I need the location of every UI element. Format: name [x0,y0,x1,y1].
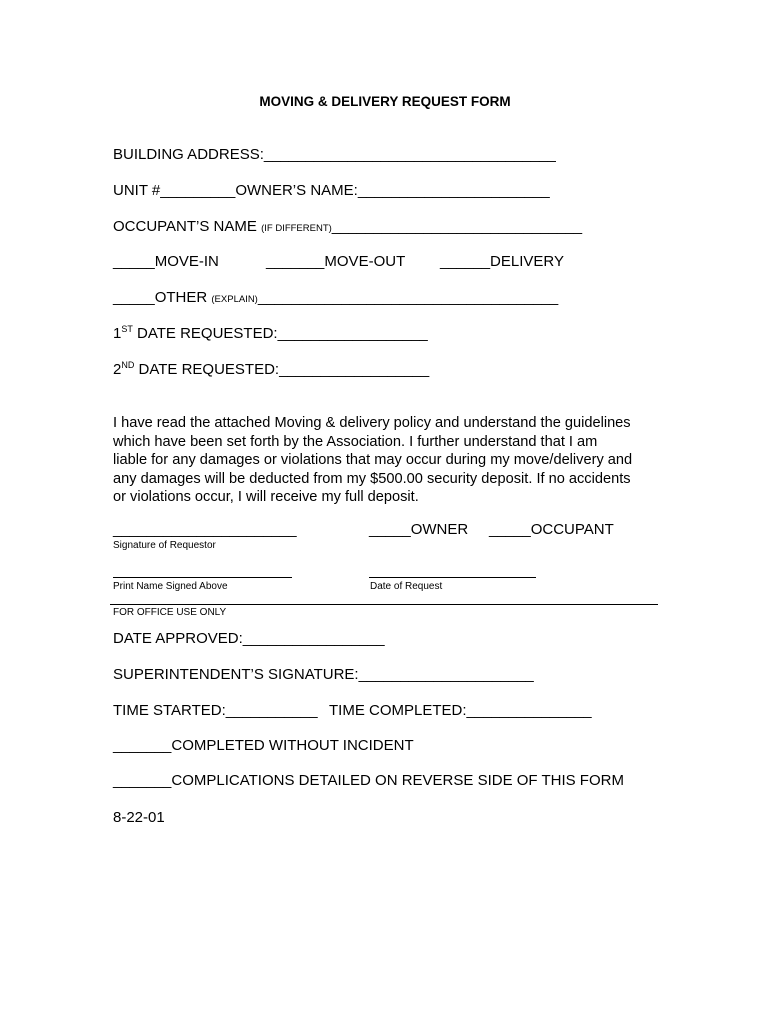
first-date-field[interactable] [113,325,428,343]
second-date-field[interactable] [113,361,429,379]
second-date-label: DATE REQUESTED:__________________ [134,361,430,378]
office-use-header: FOR OFFICE USE ONLY [113,607,227,618]
other-option[interactable] [113,289,558,309]
move-in-option[interactable]: _____MOVE-IN [113,253,219,270]
completed-without-incident-option[interactable]: _______COMPLETED WITHOUT INCIDENT [113,737,414,754]
first-date-suffix: ST [121,324,133,334]
occupant-blank: ______________________________ [331,218,583,235]
agreement-paragraph [113,414,673,507]
other-note: (EXPLAIN) [211,294,258,305]
signature-label: Signature of Requestor [113,540,216,551]
print-name-label: Print Name Signed Above [113,581,228,592]
agreement-line: liable for any damages or violations that may occur during my move/delivery and [113,452,633,468]
time-completed-field[interactable]: TIME COMPLETED:_______________ [329,702,592,719]
print-name-line[interactable] [113,577,292,578]
agreement-line: which have been set forth by the Association. I further understand that I am [113,433,598,450]
date-of-request-label: Date of Request [370,581,443,592]
first-date-number: 1 [113,325,122,342]
date-approved-field[interactable]: DATE APPROVED:_________________ [113,630,385,647]
delivery-option[interactable]: ______DELIVERY [440,253,564,270]
other-blank: ____________________________________ [257,289,559,306]
date-of-request-line[interactable] [369,577,536,578]
revision-date: 8-22-01 [113,809,165,826]
occupant-name-field[interactable] [113,218,582,238]
unit-owner-field[interactable]: UNIT #_________OWNER’S NAME:_______________________ [113,182,550,199]
second-date-suffix: ND [121,360,135,370]
second-date-number: 2 [113,361,122,378]
owner-option[interactable]: _____OWNER [369,521,469,538]
form-title: MOVING & DELIVERY REQUEST FORM [259,94,511,109]
signature-line[interactable]: ______________________ [113,521,297,538]
occupant-note: (IF DIFFERENT) [261,223,332,234]
other-label: _____OTHER [113,289,212,306]
agreement-line: or violations occur, I will receive my full deposit. [113,489,419,505]
occupant-option[interactable]: _____OCCUPANT [489,521,614,538]
time-started-field[interactable]: TIME STARTED:___________ [113,702,318,719]
move-out-option[interactable]: _______MOVE-OUT [266,253,406,270]
occupant-label: OCCUPANT’S NAME [113,218,262,235]
office-divider [110,604,658,605]
superintendent-signature-field[interactable]: SUPERINTENDENT’S SIGNATURE:_____________________ [113,666,534,683]
complications-option[interactable]: _______COMPLICATIONS DETAILED ON REVERSE SIDE OF THIS FORM [113,772,624,789]
agreement-line: I have read the attached Moving & delivery policy and understand the guidelines [113,415,631,431]
building-address-field[interactable]: BUILDING ADDRESS:___________________________________ [113,146,556,163]
first-date-label: DATE REQUESTED:__________________ [132,325,428,342]
agreement-line: any damages will be deducted from my $500.00 security deposit. If no accidents [113,470,631,487]
